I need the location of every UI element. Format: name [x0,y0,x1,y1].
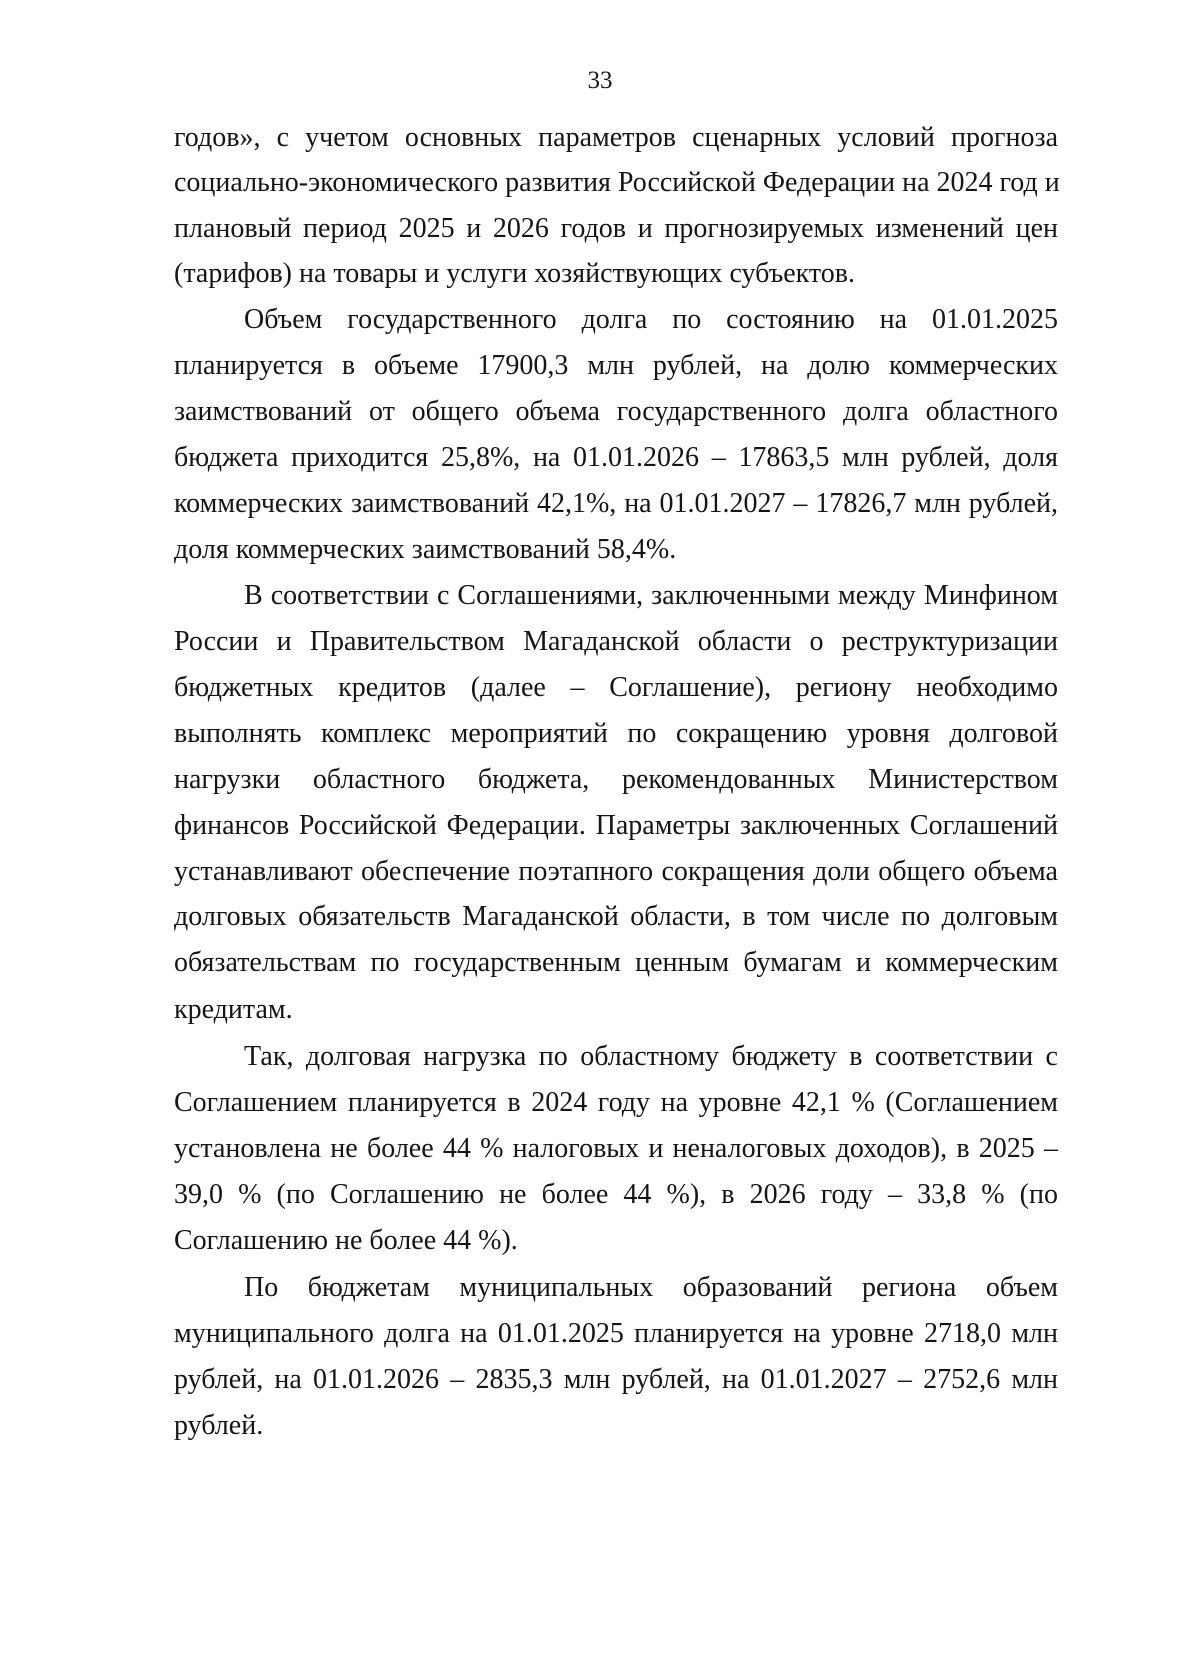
text-line: планируется в объеме 17900,3 млн рублей, на долю коммерческих [174,350,1058,381]
text-line: Так, долговая нагрузка по областному бюджету в соответствии с [244,1041,1058,1072]
text-line: рублей, на 01.01.2026 – 2835,3 млн рублей, на 01.01.2027 – 2752,6 млн [174,1364,1058,1395]
text-line: выполнять комплекс мероприятий по сокращению уровня долговой [174,718,1058,749]
text-line: Соглашению не более 44 %). [174,1225,518,1256]
text-line: (тарифов) на товары и услуги хозяйствующих субъектов. [174,258,855,289]
text-line: заимствований от общего объема государственного долга областного [174,396,1058,427]
text-line: кредитам. [174,994,293,1025]
text-line: годов», с учетом основных параметров сценарных условий прогноза [174,122,1058,153]
text-line: 39,0 % (по Соглашению не более 44 %), в 2026 году – 33,8 % (по [174,1179,1058,1210]
text-line: России и Правительством Магаданской области о реструктуризации [174,626,1058,657]
text-line: устанавливают обеспечение поэтапного сокращения доли общего объема [174,856,1058,887]
text-line: нагрузки областного бюджета, рекомендованных Министерством [174,764,1058,795]
text-line: коммерческих заимствований 42,1%, на 01.01.2027 – 17826,7 млн рублей, [174,488,1058,519]
text-line: долговых обязательств Магаданской области, в том числе по долговым [174,901,1058,932]
text-line: В соответствии с Соглашениями, заключенными между Минфином [244,580,1058,611]
text-line: муниципального долга на 01.01.2025 планируется на уровне 2718,0 млн [174,1318,1058,1349]
text-line: рублей. [174,1410,264,1441]
text-line: доля коммерческих заимствований 58,4%. [174,534,677,565]
text-line: финансов Российской Федерации. Параметры заключенных Соглашений [174,810,1058,841]
text-line: установлена не более 44 % налоговых и неналоговых доходов), в 2025 – [174,1133,1058,1164]
text-line: обязательствам по государственным ценным бумагам и коммерческим [174,947,1058,978]
text-line: Объем государственного долга по состоянию на 01.01.2025 [244,304,1058,335]
text-line: социально-экономического развития Российской Федерации на 2024 год и [174,167,1060,198]
text-line: По бюджетам муниципальных образований региона объем [244,1272,1058,1303]
text-line: бюджетных кредитов (далее – Соглашение), региону необходимо [174,672,1058,703]
text-line: плановый период 2025 и 2026 годов и прогнозируемых изменений цен [174,213,1058,244]
text-line: бюджета приходится 25,8%, на 01.01.2026 – 17863,5 млн рублей, доля [174,442,1058,473]
text-line: Соглашением планируется в 2024 году на уровне 42,1 % (Соглашением [174,1087,1058,1118]
page-number: 33 [587,67,613,94]
